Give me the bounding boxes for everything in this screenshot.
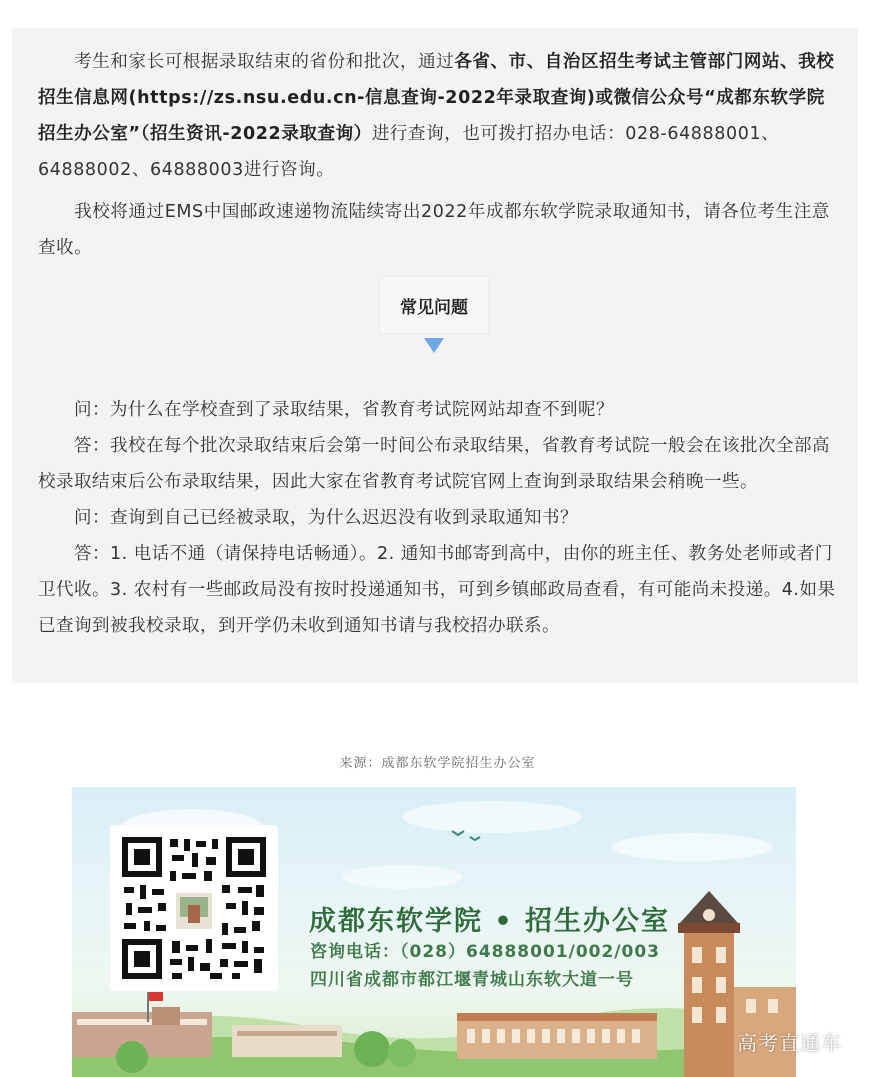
notice-paragraph: [38, 194, 838, 266]
question-1-text: 问：为什么在学校查到了录取结果，省教育考试院网站却查不到呢？: [74, 400, 614, 420]
intro-text-a: 考生和家长可根据录取结束的省份和批次，通过: [74, 52, 455, 72]
banner-phone: 咨询电话：（028）64888001/002/003: [310, 942, 661, 962]
intro-text-c: 进行查询，也可拨打招办电话：028-64888001、64888002、64888003进行咨询。: [38, 124, 780, 180]
answer-2: [38, 536, 838, 644]
intro-text-bold: 各省、市、自治区招生考试主管部门网站、我校招生信息网(https://zs.nsu.edu.cn-信息查询-2022年录取查询)或微信公众号“成都东软学院招生办公室”（招生资讯-2022录取查询）: [38, 52, 835, 144]
down-triangle-icon: [424, 338, 444, 353]
banner-title: 成都东软学院 • 招生办公室: [309, 906, 671, 937]
qr-code-card: [110, 825, 278, 991]
banner-address: 四川省成都市都江堰青城山东软大道一号: [310, 970, 634, 990]
watermark: 高考直通车: [737, 1031, 842, 1055]
qr-code-icon: [110, 825, 278, 991]
question-2-text: 问：查询到自己已经被录取，为什么迟迟没有收到录取通知书？: [74, 508, 578, 528]
notice-text: 我校将通过EMS中国邮政速递物流陆续寄出2022年成都东软学院录取通知书，请各位考生注意查收。: [38, 202, 830, 258]
answer-2-text: 答：1. 电话不通（请保持电话畅通）。2. 通知书邮寄到高中，由你的班主任、教务处老师或者门卫代收。3. 农村有一些邮政局没有按时投递通知书，可到乡镇邮政局查看，有可能尚未投递。4.如果已查询到被我校录取，到开学仍未收到通知书请与我校招办联系。: [38, 544, 836, 636]
intro-paragraph: [38, 44, 838, 188]
question-2: [38, 500, 838, 536]
faq-heading: 常见问题: [380, 277, 488, 333]
answer-1: [38, 428, 838, 500]
question-1: [38, 392, 838, 428]
answer-1-text: 答：我校在每个批次录取结束后会第一时间公布录取结果，省教育考试院一般会在该批次全部高校录取结束后公布录取结果，因此大家在省教育考试院官网上查询到录取结果会稍晚一些。: [38, 436, 830, 492]
admissions-banner: [72, 787, 796, 1077]
source-caption: 来源：成都东软学院招生办公室: [339, 756, 536, 771]
qa-list: [38, 392, 838, 644]
